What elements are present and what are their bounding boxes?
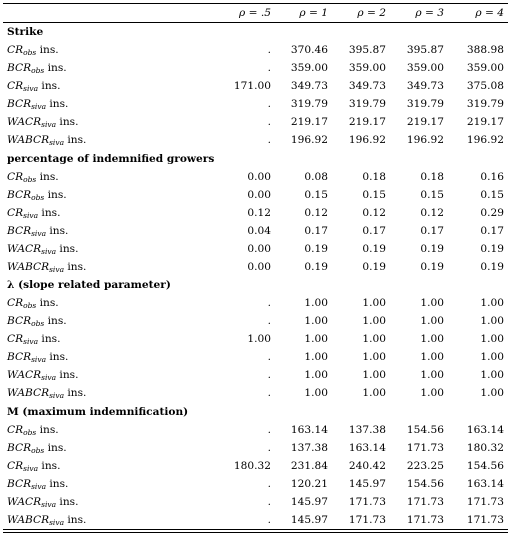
row-label-suffix: ins. — [64, 134, 86, 146]
row-label-subscript: siva — [41, 247, 56, 256]
row-label — [3, 313, 203, 331]
table-row — [3, 42, 508, 60]
row-label-suffix: ins. — [44, 189, 66, 201]
row-label-subscript: siva — [23, 337, 38, 346]
row-label-suffix: ins. — [64, 261, 86, 273]
row-label-base: WABCR — [7, 387, 49, 399]
header-row — [3, 4, 508, 23]
table-cell: 0.04 — [203, 222, 275, 240]
row-label-base: CR — [7, 80, 23, 92]
row-label — [3, 186, 203, 204]
row-label-base: WABCR — [7, 261, 49, 273]
row-label-base: WACR — [7, 369, 41, 381]
table-cell: 0.19 — [448, 240, 508, 258]
table-cell: . — [203, 42, 275, 60]
row-label-base: BCR — [7, 225, 31, 237]
table-cell: 145.97 — [275, 511, 332, 530]
table-cell: 0.00 — [203, 240, 275, 258]
row-label-subscript: siva — [31, 482, 46, 491]
row-label-subscript: obs — [31, 66, 44, 75]
table-cell: 1.00 — [448, 313, 508, 331]
table-cell: . — [203, 421, 275, 439]
row-label-base: BCR — [7, 478, 31, 490]
row-label-subscript: obs — [23, 48, 36, 57]
row-label — [3, 78, 203, 96]
row-label — [3, 168, 203, 186]
table-cell: 1.00 — [275, 367, 332, 385]
table-cell: 359.00 — [275, 60, 332, 78]
section-title: M (maximum indemnification) — [3, 403, 508, 422]
table-cell: 395.87 — [332, 42, 390, 60]
table-cell: 137.38 — [275, 439, 332, 457]
row-label — [3, 42, 203, 60]
table-cell: 0.12 — [203, 204, 275, 222]
table-cell: 319.79 — [390, 96, 448, 114]
row-label-subscript: siva — [31, 229, 46, 238]
section-title: percentage of indemnified growers — [3, 150, 508, 169]
table-cell: 1.00 — [275, 331, 332, 349]
table-cell: 1.00 — [332, 313, 390, 331]
row-label-suffix: ins. — [56, 496, 78, 508]
table-row — [3, 222, 508, 240]
table-cell: 1.00 — [448, 295, 508, 313]
row-label-base: CR — [7, 207, 23, 219]
row-label-suffix: ins. — [44, 315, 66, 327]
table-row — [3, 114, 508, 132]
row-label-subscript: siva — [41, 500, 56, 509]
table-cell: 0.08 — [275, 168, 332, 186]
table-cell: 163.14 — [448, 475, 508, 493]
table-cell: . — [203, 313, 275, 331]
row-label-subscript: obs — [31, 319, 44, 328]
table-row — [3, 313, 508, 331]
table-cell: 1.00 — [390, 331, 448, 349]
row-label-base: WABCR — [7, 514, 49, 526]
row-label — [3, 204, 203, 222]
row-label-base: WABCR — [7, 134, 49, 146]
table-cell: 219.17 — [390, 114, 448, 132]
row-label-subscript: siva — [41, 120, 56, 129]
table-cell: 388.98 — [448, 42, 508, 60]
row-label-suffix: ins. — [36, 44, 58, 56]
table-cell: 0.15 — [448, 186, 508, 204]
table-cell: . — [203, 367, 275, 385]
header-cell: ρ = 2 — [332, 4, 390, 23]
table-row — [3, 186, 508, 204]
table-row — [3, 421, 508, 439]
row-label — [3, 475, 203, 493]
section-header-row — [3, 150, 508, 169]
section-title: Strike — [3, 23, 508, 42]
table-row — [3, 475, 508, 493]
table-row — [3, 60, 508, 78]
table-cell: 0.17 — [448, 222, 508, 240]
row-label — [3, 385, 203, 403]
row-label-subscript: siva — [31, 102, 46, 111]
row-label — [3, 367, 203, 385]
table-cell: 137.38 — [332, 421, 390, 439]
table-cell: 0.19 — [332, 240, 390, 258]
row-label-base: WACR — [7, 496, 41, 508]
table-row — [3, 511, 508, 530]
table-cell: 171.73 — [332, 511, 390, 530]
table-cell: . — [203, 493, 275, 511]
row-label-subscript: siva — [41, 373, 56, 382]
row-label-suffix: ins. — [46, 351, 68, 363]
table-cell: 1.00 — [275, 385, 332, 403]
table-cell: . — [203, 511, 275, 530]
row-label — [3, 258, 203, 276]
table-row — [3, 240, 508, 258]
table-cell: 145.97 — [332, 475, 390, 493]
row-label-subscript: siva — [49, 391, 64, 400]
table-cell: 0.17 — [275, 222, 332, 240]
row-label-subscript: siva — [23, 464, 38, 473]
table-cell: 219.17 — [275, 114, 332, 132]
table-cell: 163.14 — [332, 439, 390, 457]
table-cell: 0.12 — [390, 204, 448, 222]
table-cell: 196.92 — [275, 132, 332, 150]
table-row — [3, 204, 508, 222]
table-cell: 231.84 — [275, 457, 332, 475]
table-cell: 0.19 — [390, 240, 448, 258]
table-row — [3, 367, 508, 385]
row-label-base: CR — [7, 44, 23, 56]
row-label-suffix: ins. — [64, 514, 86, 526]
table-cell: 0.19 — [275, 240, 332, 258]
row-label-suffix: ins. — [36, 424, 58, 436]
table-cell: 1.00 — [390, 367, 448, 385]
table-body — [3, 23, 508, 530]
row-label — [3, 60, 203, 78]
row-label-subscript: obs — [23, 428, 36, 437]
table-cell: 196.92 — [448, 132, 508, 150]
section-header-row — [3, 403, 508, 422]
table-cell: 1.00 — [448, 367, 508, 385]
table-row — [3, 439, 508, 457]
table-cell: 0.12 — [332, 204, 390, 222]
row-label-base: CR — [7, 424, 23, 436]
table-cell: 196.92 — [390, 132, 448, 150]
row-label — [3, 457, 203, 475]
row-label-base: WACR — [7, 116, 41, 128]
table-cell: 319.79 — [332, 96, 390, 114]
row-label — [3, 96, 203, 114]
row-label-suffix: ins. — [56, 369, 78, 381]
table-cell: 171.73 — [390, 493, 448, 511]
results-table-container — [3, 3, 508, 533]
table-row — [3, 493, 508, 511]
row-label-subscript: obs — [23, 175, 36, 184]
row-label-suffix: ins. — [46, 225, 68, 237]
row-label-base: CR — [7, 460, 23, 472]
table-cell: 240.42 — [332, 457, 390, 475]
row-label-suffix: ins. — [46, 98, 68, 110]
row-label-base: BCR — [7, 315, 31, 327]
table-cell: 1.00 — [332, 295, 390, 313]
table-cell: 0.15 — [332, 186, 390, 204]
table-cell: 319.79 — [448, 96, 508, 114]
row-label-suffix: ins. — [56, 243, 78, 255]
table-cell: 1.00 — [390, 313, 448, 331]
section-header-row — [3, 23, 508, 42]
table-cell: 1.00 — [275, 349, 332, 367]
table-cell: . — [203, 132, 275, 150]
row-label-base: CR — [7, 171, 23, 183]
row-label-subscript: siva — [23, 211, 38, 220]
row-label-subscript: siva — [49, 518, 64, 527]
results-table — [3, 3, 508, 533]
table-row — [3, 78, 508, 96]
row-label — [3, 331, 203, 349]
row-label — [3, 295, 203, 313]
row-label-suffix: ins. — [46, 478, 68, 490]
table-cell: 219.17 — [332, 114, 390, 132]
table-cell: . — [203, 475, 275, 493]
table-cell: 1.00 — [332, 367, 390, 385]
table-cell: 1.00 — [203, 331, 275, 349]
table-cell: . — [203, 349, 275, 367]
table-cell: 359.00 — [448, 60, 508, 78]
table-cell: 1.00 — [275, 295, 332, 313]
table-row — [3, 385, 508, 403]
table-row — [3, 168, 508, 186]
row-label — [3, 222, 203, 240]
table-cell: 1.00 — [448, 331, 508, 349]
table-cell: . — [203, 439, 275, 457]
table-cell: 120.21 — [275, 475, 332, 493]
table-cell: 0.00 — [203, 258, 275, 276]
table-cell: 1.00 — [448, 349, 508, 367]
row-label — [3, 511, 203, 530]
row-label-base: BCR — [7, 351, 31, 363]
table-cell: 0.16 — [448, 168, 508, 186]
table-cell: 0.19 — [448, 258, 508, 276]
table-cell: . — [203, 60, 275, 78]
table-cell: 171.73 — [448, 493, 508, 511]
table-cell: 1.00 — [332, 331, 390, 349]
row-label-suffix: ins. — [44, 62, 66, 74]
table-cell: 0.18 — [332, 168, 390, 186]
row-label-base: BCR — [7, 62, 31, 74]
table-cell: 0.15 — [390, 186, 448, 204]
row-label-base: BCR — [7, 442, 31, 454]
table-cell: . — [203, 385, 275, 403]
table-cell: 375.08 — [448, 78, 508, 96]
row-label-base: BCR — [7, 189, 31, 201]
table-cell: 359.00 — [332, 60, 390, 78]
table-cell: 171.73 — [332, 493, 390, 511]
table-row — [3, 258, 508, 276]
table-cell: 1.00 — [390, 385, 448, 403]
table-cell: 0.29 — [448, 204, 508, 222]
row-label-subscript: siva — [23, 84, 38, 93]
table-cell: 154.56 — [390, 421, 448, 439]
header-cell: ρ = .5 — [203, 4, 275, 23]
row-label-suffix: ins. — [56, 116, 78, 128]
table-cell: 154.56 — [448, 457, 508, 475]
table-cell: 180.32 — [203, 457, 275, 475]
table-cell: 0.19 — [332, 258, 390, 276]
row-label-subscript: obs — [31, 193, 44, 202]
row-label-subscript: obs — [23, 301, 36, 310]
table-cell: 163.14 — [448, 421, 508, 439]
table-cell: 0.19 — [390, 258, 448, 276]
row-label-subscript: siva — [31, 355, 46, 364]
table-cell: 1.00 — [332, 385, 390, 403]
section-header-row — [3, 276, 508, 295]
table-cell: 171.73 — [448, 511, 508, 530]
row-label-suffix: ins. — [36, 171, 58, 183]
table-cell: 319.79 — [275, 96, 332, 114]
table-cell: 1.00 — [275, 313, 332, 331]
row-label-suffix: ins. — [38, 333, 60, 345]
table-cell: . — [203, 96, 275, 114]
table-cell: 1.00 — [390, 295, 448, 313]
row-label — [3, 493, 203, 511]
table-cell: 349.73 — [275, 78, 332, 96]
table-row — [3, 457, 508, 475]
header-cell: ρ = 3 — [390, 4, 448, 23]
table-cell: . — [203, 295, 275, 313]
table-cell: 359.00 — [390, 60, 448, 78]
table-cell: 0.19 — [275, 258, 332, 276]
table-cell: 0.00 — [203, 186, 275, 204]
header-cell — [3, 4, 203, 23]
row-label — [3, 240, 203, 258]
row-label — [3, 349, 203, 367]
table-cell: 0.17 — [332, 222, 390, 240]
table-row — [3, 96, 508, 114]
header-cell: ρ = 1 — [275, 4, 332, 23]
table-row — [3, 132, 508, 150]
table-row — [3, 349, 508, 367]
row-label-suffix: ins. — [44, 442, 66, 454]
table-cell: 219.17 — [448, 114, 508, 132]
table-cell: 154.56 — [390, 475, 448, 493]
row-label-base: WACR — [7, 243, 41, 255]
table-cell: 0.00 — [203, 168, 275, 186]
table-cell: 395.87 — [390, 42, 448, 60]
row-label — [3, 421, 203, 439]
table-cell: 0.17 — [390, 222, 448, 240]
row-label-subscript: siva — [49, 138, 64, 147]
row-label-subscript: siva — [49, 265, 64, 274]
table-cell: 349.73 — [332, 78, 390, 96]
row-label-base: CR — [7, 297, 23, 309]
table-cell: . — [203, 114, 275, 132]
header-cell: ρ = 4 — [448, 4, 508, 23]
row-label-base: BCR — [7, 98, 31, 110]
table-cell: 171.73 — [390, 439, 448, 457]
table-cell: 223.25 — [390, 457, 448, 475]
row-label-base: CR — [7, 333, 23, 345]
table-cell: 1.00 — [448, 385, 508, 403]
table-cell: 171.73 — [390, 511, 448, 530]
table-cell: 171.00 — [203, 78, 275, 96]
table-row — [3, 295, 508, 313]
table-cell: 180.32 — [448, 439, 508, 457]
table-cell: 0.18 — [390, 168, 448, 186]
table-cell: 370.46 — [275, 42, 332, 60]
row-label-suffix: ins. — [38, 460, 60, 472]
table-cell: 349.73 — [390, 78, 448, 96]
row-label — [3, 114, 203, 132]
row-label — [3, 132, 203, 150]
table-cell: 145.97 — [275, 493, 332, 511]
table-row — [3, 331, 508, 349]
row-label-subscript: obs — [31, 446, 44, 455]
row-label-suffix: ins. — [38, 207, 60, 219]
row-label — [3, 439, 203, 457]
table-cell: 1.00 — [332, 349, 390, 367]
table-cell: 0.15 — [275, 186, 332, 204]
table-cell: 196.92 — [332, 132, 390, 150]
row-label-suffix: ins. — [36, 297, 58, 309]
table-cell: 1.00 — [390, 349, 448, 367]
table-cell: 163.14 — [275, 421, 332, 439]
table-cell: 0.12 — [275, 204, 332, 222]
row-label-suffix: ins. — [64, 387, 86, 399]
section-title: λ (slope related parameter) — [3, 276, 508, 295]
row-label-suffix: ins. — [38, 80, 60, 92]
